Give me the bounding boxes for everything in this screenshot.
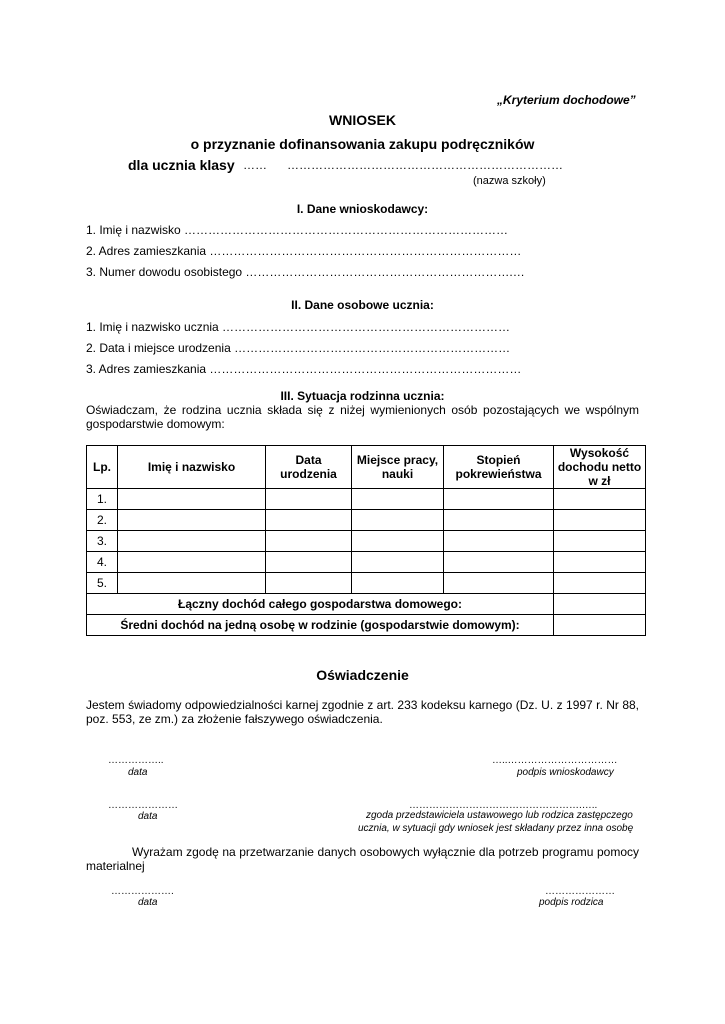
row-number: 2. — [87, 510, 118, 531]
section2-line-2: 2. Data i miejsce urodzenia …………………………………………………………… — [86, 341, 511, 355]
school-dots: …………………………………………………………… — [287, 158, 563, 172]
header-lp: Lp. — [87, 446, 118, 489]
document-subtitle: o przyznanie dofinansowania zakupu podręczników — [190, 136, 535, 152]
section1-line-3: 3. Numer dowodu osobistego ………………………………………………………….… — [86, 265, 525, 279]
section2-line-3: 3. Adres zamieszkania …………………………………………………………………… — [86, 362, 522, 376]
family-table — [86, 445, 646, 636]
total-income-label: Łączny dochód całego gospodarstwa domowego: — [87, 594, 554, 615]
section3-intro: Oświadczam, że rodzina ucznia składa się z niżej wymienionych osób pozostających we wspólnym gospodarstwie domowym: — [86, 403, 639, 431]
name-cell[interactable] — [118, 510, 266, 531]
class-label: dla ucznia klasy — [128, 157, 235, 173]
section3-heading: III. Sytuacja rodzinna ucznia: — [280, 389, 445, 403]
header-relation: Stopień pokrewieństwa — [444, 446, 554, 489]
section1-heading: I. Dane wnioskodawcy: — [296, 202, 429, 216]
declaration-text: Jestem świadomy odpowiedzialności karnej zgodnie z art. 233 kodeksu karnego (Dz. U. z 1997 r. Nr 88, poz. 553, ze zm.) za złożenie fałszywego oświadczenia. — [86, 698, 639, 726]
sig2-date-dots: ………………… — [108, 800, 178, 811]
section2-heading: II. Dane osobowe ucznia: — [291, 298, 434, 312]
workplace-cell[interactable] — [352, 552, 444, 573]
sig1-sign-dots: …..…………………………… — [492, 755, 618, 766]
row-number: 3. — [87, 531, 118, 552]
criterion-label: „Kryterium dochodowe” — [497, 93, 636, 107]
sig1-date-label: data — [128, 767, 148, 778]
sig3-date-dots: ………………. — [111, 886, 174, 897]
document-title: WNIOSEK — [329, 112, 396, 128]
section2-line-1: 1. Imię i nazwisko ucznia ……………………………………………………………… — [86, 320, 511, 334]
relation-cell[interactable] — [444, 552, 554, 573]
section1-line-2: 2. Adres zamieszkania …………………………………………………………………… — [86, 244, 522, 258]
total-income-cell[interactable] — [554, 594, 646, 615]
total-income-row — [87, 594, 646, 615]
section1-line-1: 1. Imię i nazwisko ……………………………………………………………………… — [86, 223, 509, 237]
header-income: Wysokość dochodu netto w zł — [554, 446, 646, 489]
average-income-cell[interactable] — [554, 615, 646, 636]
average-income-row — [87, 615, 646, 636]
income-cell[interactable] — [554, 531, 646, 552]
name-cell[interactable] — [118, 573, 266, 594]
row-number: 5. — [87, 573, 118, 594]
row-number: 1. — [87, 489, 118, 510]
income-cell[interactable] — [554, 573, 646, 594]
row-number: 4. — [87, 552, 118, 573]
table-row — [87, 573, 646, 594]
sig2-sign-dots: …………………………………………….….. — [409, 800, 598, 811]
class-dots: …… — [243, 158, 267, 172]
header-birth-date: Data urodzenia — [266, 446, 352, 489]
workplace-cell[interactable] — [352, 573, 444, 594]
sig2-sign-label-2: ucznia, w sytuacji gdy wniosek jest składany przez inna osobę — [358, 823, 634, 834]
sig3-sign-dots: ………………… — [545, 886, 615, 897]
workplace-cell[interactable] — [352, 531, 444, 552]
header-workplace: Miejsce pracy, nauki — [352, 446, 444, 489]
school-caption: (nazwa szkoły) — [473, 175, 546, 187]
sig2-date-label: data — [138, 811, 158, 822]
name-cell[interactable] — [118, 552, 266, 573]
sig1-sign-label: podpis wnioskodawcy — [517, 767, 614, 778]
income-cell[interactable] — [554, 489, 646, 510]
consent-text: Wyrażam zgodę na przetwarzanie danych osobowych wyłącznie dla potrzeb programu pomocy materialnej — [86, 845, 639, 873]
workplace-cell[interactable] — [352, 510, 444, 531]
birth-date-cell[interactable] — [266, 573, 352, 594]
income-cell[interactable] — [554, 510, 646, 531]
sig1-date-dots: …………….. — [108, 755, 164, 766]
sig3-sign-label: podpis rodzica — [539, 897, 604, 908]
relation-cell[interactable] — [444, 531, 554, 552]
name-cell[interactable] — [118, 489, 266, 510]
birth-date-cell[interactable] — [266, 531, 352, 552]
birth-date-cell[interactable] — [266, 510, 352, 531]
income-cell[interactable] — [554, 552, 646, 573]
sig3-date-label: data — [138, 897, 158, 908]
relation-cell[interactable] — [444, 489, 554, 510]
workplace-cell[interactable] — [352, 489, 444, 510]
table-row — [87, 489, 646, 510]
birth-date-cell[interactable] — [266, 489, 352, 510]
sig2-sign-label-1: zgoda przedstawiciela ustawowego lub rodzica zastępczego — [366, 810, 633, 821]
header-name: Imię i nazwisko — [118, 446, 266, 489]
name-cell[interactable] — [118, 531, 266, 552]
table-row — [87, 510, 646, 531]
declaration-title: Oświadczenie — [316, 667, 409, 683]
relation-cell[interactable] — [444, 510, 554, 531]
average-income-label: Średni dochód na jedną osobę w rodzinie (gospodarstwie domowym): — [87, 615, 554, 636]
table-row — [87, 552, 646, 573]
relation-cell[interactable] — [444, 573, 554, 594]
table-header-row — [87, 446, 646, 489]
table-row — [87, 531, 646, 552]
birth-date-cell[interactable] — [266, 552, 352, 573]
